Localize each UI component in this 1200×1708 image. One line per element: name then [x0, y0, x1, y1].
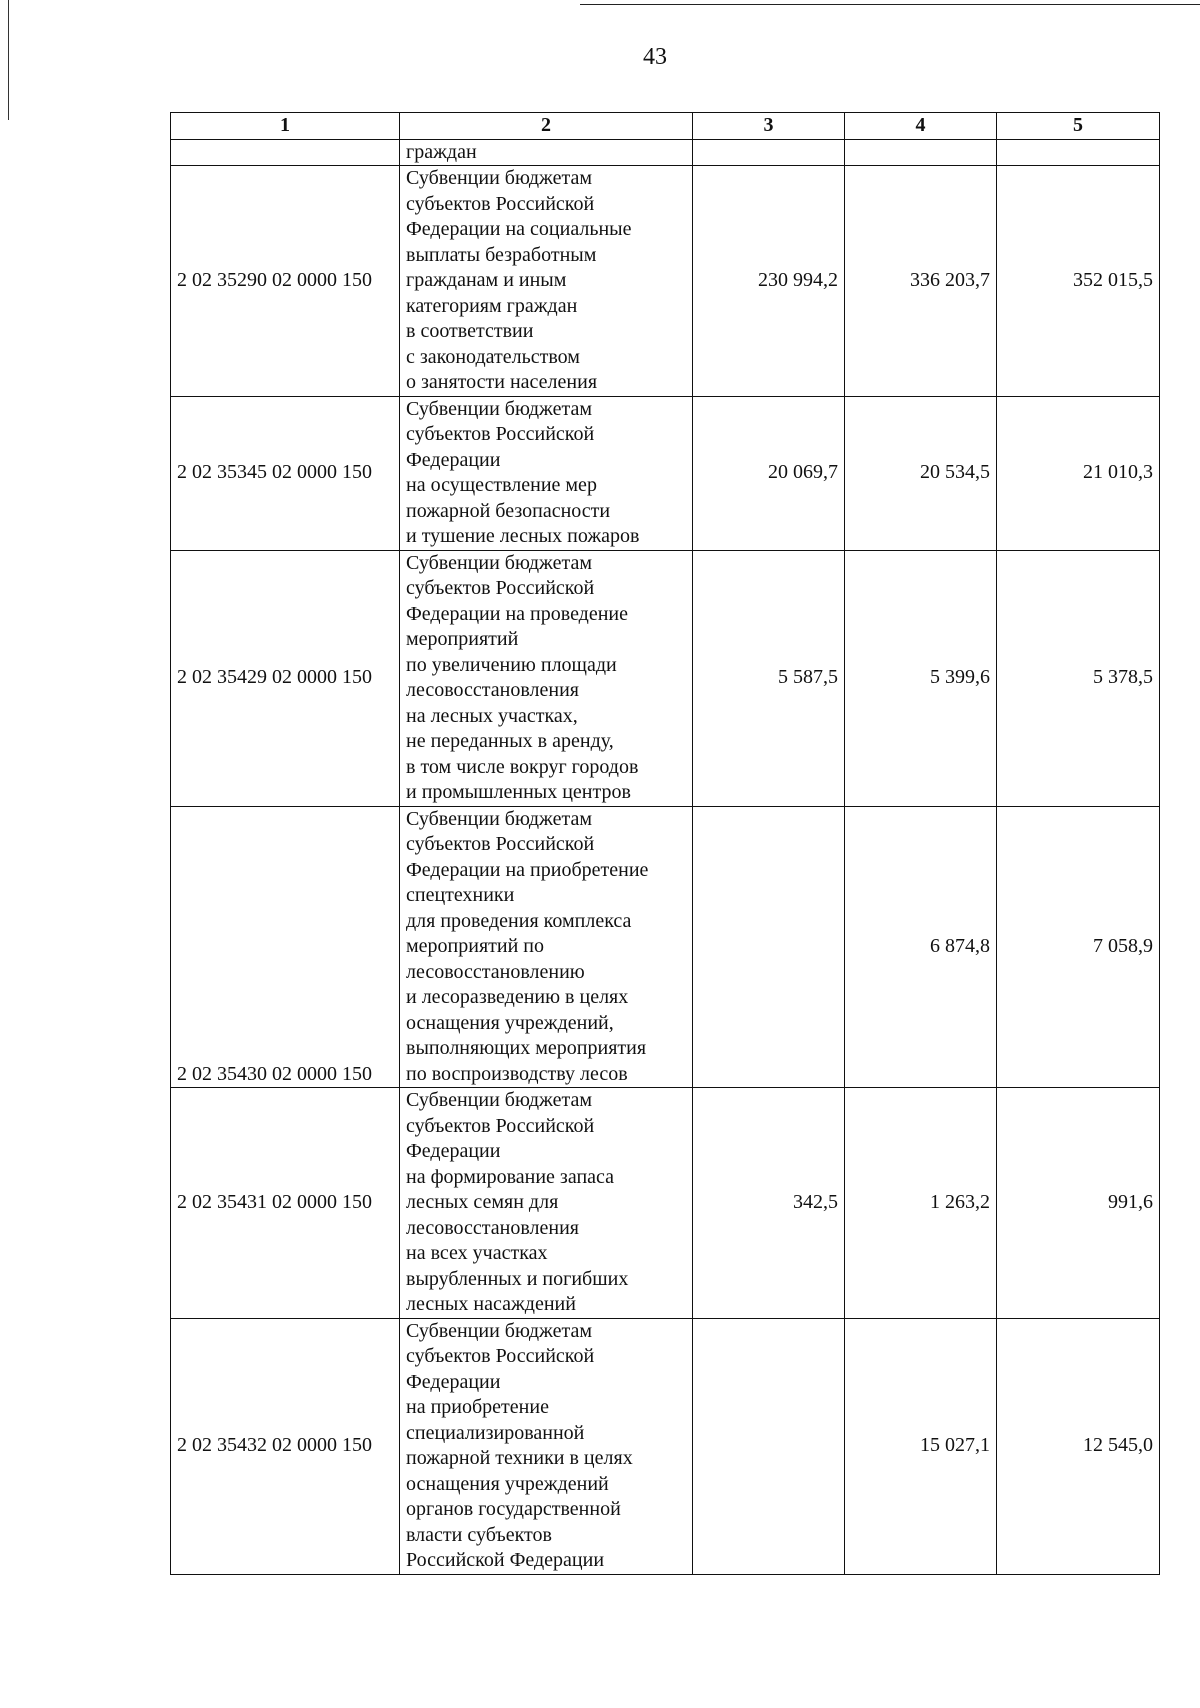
description-line: с законодательством	[406, 345, 580, 368]
description-line: не переданных в аренду,	[406, 730, 614, 752]
scan-edge-top	[580, 4, 1200, 5]
description-line: субъектов Российской	[406, 423, 595, 445]
description-line: Федерации на социальные	[406, 218, 632, 240]
description-line: лесовосстановления	[406, 1216, 579, 1239]
row-value-col3	[693, 806, 845, 1088]
description-line: в том числе вокруг городов	[406, 755, 639, 778]
row-value-col3: 20 069,7	[693, 396, 845, 550]
row-description	[400, 396, 693, 550]
description-line: Федерации	[406, 1370, 501, 1393]
table-row	[171, 806, 1160, 1088]
description-line: оснащения учреждений,	[406, 1011, 614, 1034]
row-description	[400, 1318, 693, 1574]
description-line: и тушение лесных пожаров	[406, 525, 640, 547]
row-code	[171, 139, 400, 166]
table-row	[171, 396, 1160, 550]
row-code: 2 02 35431 02 0000 150	[171, 1088, 400, 1319]
description-line: пожарной техники в целях	[406, 1447, 633, 1469]
row-value-col5: 21 010,3	[997, 396, 1160, 550]
row-code: 2 02 35430 02 0000 150	[171, 806, 400, 1088]
row-value-col5	[997, 139, 1160, 166]
row-description	[400, 550, 693, 806]
page-number: 43	[643, 44, 667, 70]
header-col-5: 5	[997, 113, 1160, 140]
description-line: Субвенции бюджетам	[406, 1319, 592, 1342]
header-col-3: 3	[693, 113, 845, 140]
description-line: на формирование запаса	[406, 1165, 615, 1188]
description-line: выплаты безработным	[406, 243, 597, 266]
description-line: Субвенции бюджетам	[406, 397, 592, 420]
row-value-col3: 230 994,2	[693, 166, 845, 397]
description-line: по воспроизводству лесов	[406, 1062, 628, 1085]
description-line: Федерации	[406, 448, 501, 471]
description-line: Субвенции бюджетам	[406, 167, 592, 189]
description-line: на осуществление мер	[406, 474, 597, 496]
row-value-col4: 336 203,7	[845, 166, 997, 397]
description-line: лесных семян для	[406, 1191, 559, 1213]
description-line: Субвенции бюджетам	[406, 1089, 592, 1111]
row-value-col4: 6 874,8	[845, 806, 997, 1088]
row-code: 2 02 35345 02 0000 150	[171, 396, 400, 550]
description-line: Субвенции бюджетам	[406, 551, 592, 574]
description-line: субъектов Российской	[406, 1345, 595, 1367]
description-line: граждан	[406, 140, 477, 163]
description-line: и промышленных центров	[406, 781, 631, 803]
description-line: Федерации	[406, 1140, 501, 1162]
description-line: спецтехники	[406, 884, 515, 906]
description-line: лесовосстановления	[406, 679, 579, 701]
description-line: специализированной	[406, 1421, 585, 1444]
description-line: гражданам и иным	[406, 269, 567, 291]
description-line: для проведения комплекса	[406, 909, 632, 932]
description-line: лесных насаждений	[406, 1293, 576, 1315]
table-row	[171, 1318, 1160, 1574]
row-value-col3: 5 587,5	[693, 550, 845, 806]
description-line: мероприятий по	[406, 935, 544, 957]
description-line: оснащения учреждений	[406, 1472, 609, 1495]
description-line: Федерации на проведение	[406, 602, 629, 625]
description-line: вырубленных и погибших	[406, 1267, 629, 1290]
description-line: на всех участках	[406, 1242, 548, 1264]
table-row	[171, 166, 1160, 397]
header-row	[171, 113, 1160, 140]
description-line: Федерации на приобретение	[406, 858, 649, 881]
table-row	[171, 1088, 1160, 1319]
description-line: категориям граждан	[406, 294, 578, 317]
header-col-4: 4	[845, 113, 997, 140]
row-value-col5: 7 058,9	[997, 806, 1160, 1088]
header-col-1: 1	[171, 113, 400, 140]
description-line: органов государственной	[406, 1498, 621, 1520]
row-value-col4	[845, 139, 997, 166]
table-row	[171, 139, 1160, 166]
description-line: в соответствии	[406, 320, 534, 342]
table-body	[171, 139, 1160, 1574]
row-value-col4: 15 027,1	[845, 1318, 997, 1574]
row-value-col4: 20 534,5	[845, 396, 997, 550]
description-line: лесовосстановлению	[406, 960, 585, 983]
description-line: субъектов Российской	[406, 577, 595, 599]
row-code: 2 02 35432 02 0000 150	[171, 1318, 400, 1574]
row-code: 2 02 35429 02 0000 150	[171, 550, 400, 806]
budget-table	[170, 112, 1160, 1575]
description-line: пожарной безопасности	[406, 499, 611, 522]
row-value-col5: 5 378,5	[997, 550, 1160, 806]
row-value-col4: 1 263,2	[845, 1088, 997, 1319]
description-line: мероприятий	[406, 628, 519, 650]
header-col-2: 2	[400, 113, 693, 140]
row-value-col5: 352 015,5	[997, 166, 1160, 397]
description-line: Субвенции бюджетам	[406, 807, 592, 830]
row-description	[400, 1088, 693, 1319]
description-line: субъектов Российской	[406, 833, 595, 855]
description-line: субъектов Российской	[406, 192, 595, 215]
description-line: Российской Федерации	[406, 1549, 605, 1571]
description-line: выполняющих мероприятия	[406, 1037, 647, 1059]
row-value-col5: 12 545,0	[997, 1318, 1160, 1574]
row-value-col5: 991,6	[997, 1088, 1160, 1319]
row-value-col3	[693, 1318, 845, 1574]
description-line: о занятости населения	[406, 371, 598, 393]
row-description	[400, 806, 693, 1088]
table-header	[171, 113, 1160, 140]
row-description	[400, 166, 693, 397]
row-value-col3	[693, 139, 845, 166]
table-row	[171, 550, 1160, 806]
description-line: по увеличению площади	[406, 653, 617, 676]
description-line: на приобретение	[406, 1396, 549, 1418]
row-description	[400, 139, 693, 166]
row-value-col4: 5 399,6	[845, 550, 997, 806]
description-line: власти субъектов	[406, 1523, 552, 1546]
description-line: на лесных участках,	[406, 704, 578, 727]
description-line: и лесоразведению в целях	[406, 986, 629, 1008]
row-code: 2 02 35290 02 0000 150	[171, 166, 400, 397]
description-line: субъектов Российской	[406, 1114, 595, 1137]
row-value-col3: 342,5	[693, 1088, 845, 1319]
